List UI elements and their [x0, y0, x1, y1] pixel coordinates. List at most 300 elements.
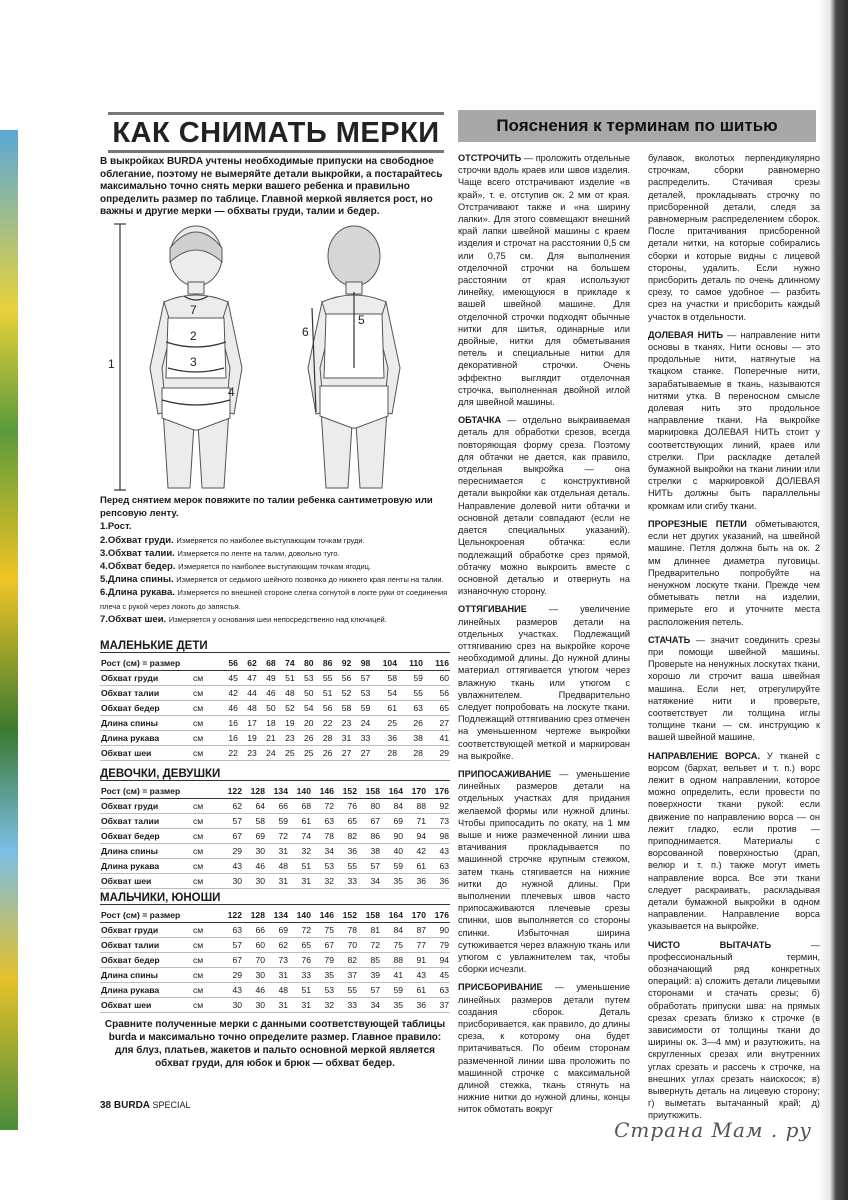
glossary-term: ПРИСБОРИВАНИЕ — [458, 982, 543, 993]
table-cell: 31 — [266, 844, 289, 859]
size-header-cell: 152 — [335, 908, 358, 923]
table-cell: 60 — [424, 671, 450, 686]
page-number: 38 — [100, 1100, 112, 1111]
instruction-item — [100, 573, 450, 586]
glossary-text: — профессиональный термин, обозначающий ряд конкретных операций: а) сложить детали лицевыми сторонами и стачать срезы; б) обработать припуски шва: на прямых срезах срезать близко к строчке (в зависимости от толщины ткани до ширины ок. 3—4 мм) и разутюжить, на скругленных срезах или внутренних углах срезать и рассечь к строчке, на внешних углах срезать наискосок; в) вывернуть деталь на лицевую сторону; г) выметать вытачанный край; д) приутюжить. — [648, 939, 820, 1121]
table-cell: 28 — [398, 746, 424, 761]
size-header-cell: 134 — [266, 784, 289, 799]
table-cell: 61 — [289, 814, 312, 829]
glossary-text: — увеличение линейных размеров детали на отдельных участках. Подлежащий оттягиванию срез на выкройке короче необходимой длины. До нужной длины материал оттягивается утюгом через влажную ткань или утюгом с увлажнителем. Предварительно следует попробовать на лоскуте ткани. Подлежащий оттягиванию срез отмечен на уменьшенном чертеже выкройки соответствующей меткой и маркирован на выкройке. — [458, 604, 630, 761]
table-cell: 30 — [243, 874, 266, 889]
table-cell: 84 — [381, 923, 404, 938]
row-label: Обхват бедер — [100, 953, 192, 968]
table-cell: 58 — [371, 671, 398, 686]
table-cell: 31 — [266, 874, 289, 889]
table-cell: 40 — [381, 844, 404, 859]
table-cell: 16 — [220, 716, 239, 731]
table-cell: 41 — [381, 968, 404, 983]
table-cell: 72 — [312, 799, 335, 814]
glossary-text: — значит соединить срезы при помощи швейной машины. Проверьте на ненужных лоскутах ткани, хорошо ли строчит ваша швейная машина. Если нет, отрегулируйте натяжение нити и проверьте, соответствует ли толщина иглы толщине ткани — см. инструкцию к вашей швейной машине. — [648, 634, 820, 743]
publication-name: BURDA — [113, 1100, 150, 1111]
glossary-entry — [648, 750, 820, 933]
size-header-cell: 146 — [312, 908, 335, 923]
table-cell: 63 — [220, 923, 243, 938]
table-cell: 32 — [312, 874, 335, 889]
instruction-item — [100, 547, 450, 560]
table-cell: 29 — [220, 844, 243, 859]
row-unit: см — [192, 731, 220, 746]
table-cell: 56 — [333, 671, 352, 686]
row-label: Обхват талии — [100, 938, 192, 953]
table-row — [100, 701, 450, 716]
instruction-name: 7.Обхват шеи. — [100, 613, 167, 625]
instruction-desc: Измеряется по наиболее выступающим точкам груди. — [176, 535, 365, 545]
table-cell: 55 — [335, 859, 358, 874]
table-cell: 34 — [358, 998, 381, 1013]
table-cell: 58 — [243, 814, 266, 829]
size-header-cell: 86 — [315, 656, 334, 671]
table-cell: 29 — [424, 746, 450, 761]
table-cell: 77 — [404, 938, 427, 953]
table-cell: 41 — [424, 731, 450, 746]
glossary-text: — направление нити основы в тканях. Нити основы — это продольные нити, натянутые на ткацком станке. Поперечные нити, зарабатываемые в ткань, называются нитями утка. В переносном смысле долевая нить это продольное направление ткани. На выкройке маркировка ДОЛЕВАЯ НИТЬ стоит у соответствующих линий, краев или стрелки. При раскладке деталей бумажной выкройки на ткани линии или стрелки с маркировкой ДОЛЕВАЯ НИТЬ должны быть параллельны кромкам или сгибу ткани. — [648, 329, 820, 511]
table-cell: 35 — [312, 968, 335, 983]
table-cell: 25 — [277, 746, 296, 761]
row-unit: см — [192, 686, 220, 701]
table-cell: 23 — [277, 731, 296, 746]
table-cell: 52 — [333, 686, 352, 701]
table-cell: 73 — [266, 953, 289, 968]
table-cell: 73 — [427, 814, 450, 829]
instruction-name: 1.Рост. — [100, 521, 132, 533]
table-cell: 19 — [239, 731, 258, 746]
size-header-unit-spacer — [192, 656, 220, 671]
row-unit: см — [192, 923, 220, 938]
table-cell: 42 — [220, 686, 239, 701]
glossary-term: ЧИСТО ВЫТАЧАТЬ — [648, 939, 772, 950]
page-spine-shadow — [818, 0, 848, 1200]
table-cell: 19 — [277, 716, 296, 731]
page-title: КАК СНИМАТЬ МЕРКИ — [108, 112, 444, 153]
table-row — [100, 799, 450, 814]
table-cell: 45 — [427, 968, 450, 983]
table-cell: 38 — [358, 844, 381, 859]
glossary-column-2 — [648, 152, 820, 1128]
size-header-cell: 176 — [427, 784, 450, 799]
table-cell: 87 — [404, 923, 427, 938]
table-cell: 90 — [427, 923, 450, 938]
table-cell: 69 — [381, 814, 404, 829]
row-label: Обхват груди — [100, 671, 192, 686]
conclusion-note: Сравните полученные мерки с данными соответствующей таблицы burda и максимально точно определите размер. Главное правило: для блуз, платьев, жакетов и пальто основной меркой является обхват груди, для юбок и брюк — обхват бедер. — [104, 1019, 446, 1069]
size-header-cell: 164 — [381, 908, 404, 923]
table-cell: 61 — [404, 859, 427, 874]
table-cell: 80 — [358, 799, 381, 814]
table-cell: 92 — [427, 799, 450, 814]
label-sleeve: 6 — [302, 325, 309, 339]
table-cell: 91 — [404, 953, 427, 968]
instruction-name: 2.Обхват груди. — [100, 534, 174, 546]
table-cell: 56 — [424, 686, 450, 701]
glossary-entry — [648, 518, 820, 628]
row-unit: см — [192, 829, 220, 844]
size-table — [100, 908, 450, 1013]
instruction-name: 6.Длина рукава. — [100, 587, 175, 599]
size-header-label: Рост (см) = размер — [100, 908, 220, 923]
row-unit: см — [192, 799, 220, 814]
table-cell: 94 — [404, 829, 427, 844]
table-cell: 23 — [239, 746, 258, 761]
table-cell: 30 — [220, 998, 243, 1013]
table-cell: 37 — [427, 998, 450, 1013]
table-cell: 33 — [289, 968, 312, 983]
table-row — [100, 731, 450, 746]
glossary-text: — отдельно выкраиваемая деталь для обработки срезов, всегда повторяющая форму среза. Поэтому для обтачки не дается, как правило, отдельная выкройка — она переснимается с конструктивной детали выкройки как отдельная деталь. Направление долевой нити обтачки и основной детали совпадают (если не дается специальных указаний). Цельнокроеная обтачка: если подлежащий обработке срез прямой, обтачку можно выкроить вместе с основной деталью и отвернуть на изнаночную сторону. — [458, 415, 630, 597]
instruction-name: 4.Обхват бедер. — [100, 561, 176, 573]
glossary-term: НАПРАВЛЕНИЕ ВОРСА. — [648, 750, 760, 761]
table-cell: 79 — [312, 953, 335, 968]
table-cell: 70 — [243, 953, 266, 968]
row-unit: см — [192, 968, 220, 983]
row-label: Обхват груди — [100, 799, 192, 814]
size-header-cell: 158 — [358, 784, 381, 799]
instruction-desc: Измеряется по внешней стороне слегка согнутой в локте руки от соединения плеча с рукой через локоть до запястья. — [100, 588, 448, 611]
size-header-cell: 74 — [277, 656, 296, 671]
glossary-entry — [458, 414, 630, 597]
table-cell: 86 — [358, 829, 381, 844]
size-header-cell: 104 — [371, 656, 398, 671]
table-cell: 37 — [335, 968, 358, 983]
table-cell: 32 — [312, 998, 335, 1013]
table-cell: 51 — [289, 983, 312, 998]
table-row — [100, 859, 450, 874]
glossary-column-1 — [458, 152, 630, 1122]
label-neck: 7 — [190, 303, 197, 317]
table-cell: 22 — [315, 716, 334, 731]
measurement-instructions — [100, 494, 450, 626]
table-cell: 72 — [266, 829, 289, 844]
size-header-cell: 176 — [427, 908, 450, 923]
table-cell: 78 — [335, 923, 358, 938]
row-unit: см — [192, 998, 220, 1013]
glossary-entry — [458, 981, 630, 1115]
table-row — [100, 923, 450, 938]
size-header-cell: 122 — [220, 784, 243, 799]
table-cell: 48 — [266, 859, 289, 874]
table-cell: 54 — [371, 686, 398, 701]
table-cell: 42 — [404, 844, 427, 859]
table-cell: 88 — [381, 953, 404, 968]
row-unit: см — [192, 953, 220, 968]
table-cell: 45 — [220, 671, 239, 686]
table-cell: 63 — [427, 983, 450, 998]
table-cell: 36 — [404, 874, 427, 889]
table-cell: 69 — [266, 923, 289, 938]
table-cell: 54 — [296, 701, 315, 716]
table-cell: 24 — [352, 716, 371, 731]
table-cell: 36 — [371, 731, 398, 746]
table-cell: 43 — [404, 968, 427, 983]
table-cell: 43 — [220, 983, 243, 998]
glossary-entry — [648, 152, 820, 323]
table-cell: 16 — [220, 731, 239, 746]
size-header-cell: 134 — [266, 908, 289, 923]
label-waist: 3 — [190, 355, 197, 369]
label-height: 1 — [108, 357, 115, 371]
table-cell: 82 — [335, 953, 358, 968]
table-cell: 30 — [243, 998, 266, 1013]
row-unit: см — [192, 814, 220, 829]
instructions-list — [100, 520, 450, 626]
table-cell: 43 — [220, 859, 243, 874]
table-cell: 63 — [312, 814, 335, 829]
table-cell: 30 — [243, 968, 266, 983]
table-cell: 17 — [239, 716, 258, 731]
table-cell: 35 — [381, 998, 404, 1013]
table-cell: 31 — [266, 968, 289, 983]
table-cell: 38 — [398, 731, 424, 746]
table-cell: 76 — [335, 799, 358, 814]
size-header-label: Рост (см) = размер — [100, 656, 192, 671]
glossary-text: У тканей с ворсом (бархат, вельвет и т. п.) ворс лежит в одном направлении, которое можно определить, если провести по поверхности ткани рукой: если движение по направлению ворса — он лежит гладко, если против — приподнимается. Материалы с ворсованной поверхностью (драп, велюр и т. п.) также могут иметь направление ворса. Все эти ткани следует раскраивать, раскладывая детали бумажной выкройки в одном направлении. Направление ворса указывается на выкройке. — [648, 750, 820, 932]
row-unit: см — [192, 671, 220, 686]
table-cell: 51 — [315, 686, 334, 701]
table-cell: 72 — [289, 923, 312, 938]
row-label: Обхват шеи — [100, 998, 192, 1013]
table-cell: 31 — [289, 874, 312, 889]
glossary-entry — [648, 634, 820, 744]
size-header-cell: 146 — [312, 784, 335, 799]
row-unit: см — [192, 938, 220, 953]
page-footer — [100, 1100, 190, 1111]
table-row — [100, 716, 450, 731]
row-label: Обхват груди — [100, 923, 192, 938]
table-cell: 35 — [381, 874, 404, 889]
glossary-entry — [458, 603, 630, 762]
table-cell: 26 — [315, 746, 334, 761]
table-cell: 53 — [352, 686, 371, 701]
label-hip: 4 — [228, 385, 235, 399]
table-cell: 30 — [220, 874, 243, 889]
table-cell: 50 — [296, 686, 315, 701]
table-cell: 72 — [358, 938, 381, 953]
glossary-term: ПРОРЕЗНЫЕ ПЕТЛИ — [648, 518, 747, 529]
table-cell: 67 — [312, 938, 335, 953]
table-cell: 51 — [289, 859, 312, 874]
size-header-cell: 128 — [243, 908, 266, 923]
table-cell: 61 — [404, 983, 427, 998]
table-cell: 23 — [333, 716, 352, 731]
glossary-text: обметываются, если нет других указаний, на швейной машине. Петля должна быть на ок. 2 мм длиннее диаметра пуговицы. Предварительно попробуйте на ненужном лоскуте ткани. Прежде чем обметывать петли на изделии, примерьте его и уточните места расположения петель. — [648, 518, 820, 627]
size-header-cell: 80 — [296, 656, 315, 671]
table-cell: 65 — [289, 938, 312, 953]
table-cell: 24 — [258, 746, 277, 761]
row-label: Длина спины — [100, 968, 192, 983]
table-cell: 88 — [404, 799, 427, 814]
table-cell: 57 — [352, 671, 371, 686]
table-cell: 20 — [296, 716, 315, 731]
table-cell: 30 — [243, 844, 266, 859]
table-cell: 57 — [220, 814, 243, 829]
glossary-text: — уменьшение линейных размеров детали на отдельных участках для придания желаемой формы или нужной длины. Чтобы припосадить по окату, на 1 мм выше и ниже размеченной линии шва втачивания прокладывается по машинной строчке крупным стежком, затем ткань стягивается на нижние нитки до нужной длины. При выполнении плечевых швов часто припосаживаются плечевые срезы спинки, шов выполняется со стороны спинки. Избыточная ширина сутюживается через влажную ткань или утюгом с увлажнителем так, чтобы сборки исчезли. — [458, 768, 630, 975]
table-row — [100, 953, 450, 968]
table-cell: 44 — [239, 686, 258, 701]
glossary-term: ОТСТРОЧИТЬ — [458, 153, 522, 163]
size-header-cell: 128 — [243, 784, 266, 799]
table-cell: 25 — [296, 746, 315, 761]
instruction-desc: Измеряется по ленте на талии, довольно туго. — [177, 548, 340, 558]
intro-paragraph: В выкройках BURDA учтены необходимые припуски на свободное облегание, поэтому не вымеряйте детали выкройки, а постарайтесь максимально точно снять мерки вашего ребенка и правильно определить размер по таблице. Главной меркой является рост, но важны и другие мерки — обхваты груди, талии и бедер. — [100, 156, 443, 217]
instruction-item — [100, 534, 450, 547]
table-cell: 53 — [296, 671, 315, 686]
table-cell: 29 — [220, 968, 243, 983]
table-cell: 81 — [358, 923, 381, 938]
table-cell: 68 — [289, 799, 312, 814]
table-cell: 61 — [371, 701, 398, 716]
table-cell: 62 — [220, 799, 243, 814]
table-cell: 67 — [358, 814, 381, 829]
size-header-cell: 92 — [333, 656, 352, 671]
table-cell: 57 — [358, 983, 381, 998]
instruction-name: 3.Обхват талии. — [100, 547, 175, 559]
instruction-item — [100, 613, 450, 626]
table-cell: 65 — [335, 814, 358, 829]
instruction-name: 5.Длина спины. — [100, 574, 174, 586]
instruction-item — [100, 586, 450, 612]
row-label: Обхват бедер — [100, 829, 192, 844]
table-cell: 47 — [239, 671, 258, 686]
row-label: Обхват талии — [100, 814, 192, 829]
table-cell: 59 — [381, 859, 404, 874]
table-cell: 36 — [335, 844, 358, 859]
table-cell: 59 — [381, 983, 404, 998]
table-cell: 36 — [427, 874, 450, 889]
table-cell: 62 — [266, 938, 289, 953]
table-cell: 69 — [243, 829, 266, 844]
row-label: Длина спины — [100, 844, 192, 859]
size-header-cell: 62 — [239, 656, 258, 671]
size-header-cell: 140 — [289, 784, 312, 799]
table-cell: 82 — [335, 829, 358, 844]
glossary-entry — [648, 329, 820, 512]
instruction-item — [100, 560, 450, 573]
flower-photo-strip — [0, 130, 18, 1130]
glossary-text: — уменьшение линейных размеров детали путем создания сборок. Деталь присборивается, как правило, до длины среза, к которому она будет притачиваться. По обеим сторонам размеченной линии шва проложить по машинной строчке с максимальной длиной стежка, ткань стянуть на нижние нитки до нужной длины, концы ниток обмотать вокруг — [458, 982, 630, 1115]
table-row — [100, 998, 450, 1013]
table-cell: 66 — [266, 799, 289, 814]
table-cell: 60 — [243, 938, 266, 953]
table-row — [100, 814, 450, 829]
table-cell: 18 — [258, 716, 277, 731]
child-measurement-figure — [106, 218, 446, 496]
size-header-cell: 140 — [289, 908, 312, 923]
row-unit: см — [192, 716, 220, 731]
table-cell: 84 — [381, 799, 404, 814]
glossary-entry — [648, 939, 820, 1122]
size-header-cell: 170 — [404, 784, 427, 799]
table-cell: 85 — [358, 953, 381, 968]
row-unit: см — [192, 701, 220, 716]
table-cell: 27 — [352, 746, 371, 761]
table-cell: 48 — [239, 701, 258, 716]
table-cell: 26 — [296, 731, 315, 746]
glossary-term: СТАЧАТЬ — [648, 634, 691, 645]
row-label: Обхват шеи — [100, 874, 192, 889]
instruction-desc: Измеряется у основания шеи непосредственно над ключицей. — [168, 614, 387, 624]
size-header-cell: 98 — [352, 656, 371, 671]
size-header-cell: 122 — [220, 908, 243, 923]
glossary-term: ОБТАЧКА — [458, 415, 502, 426]
size-header-label: Рост (см) = размер — [100, 784, 220, 799]
row-unit: см — [192, 874, 220, 889]
table-cell: 75 — [381, 938, 404, 953]
row-label: Обхват талии — [100, 686, 192, 701]
size-header-cell: 56 — [220, 656, 239, 671]
table-cell: 64 — [243, 799, 266, 814]
glossary-entry — [458, 152, 630, 408]
size-table-header — [100, 656, 450, 671]
size-table — [100, 784, 450, 889]
instruction-desc: Измеряется по наиболее выступающим точкам ягодиц. — [178, 562, 372, 572]
table-cell: 58 — [333, 701, 352, 716]
table-cell: 55 — [398, 686, 424, 701]
table-cell: 75 — [312, 923, 335, 938]
glossary-text: булавок, вколотых перпендикулярно строчкам, сборки равномерно распределить. Стачивая срезы деталей, прокладывать строчку по присборенной детали, следя за равномерным распределением сборок. После притачивания присборенной детали нитки, на которые собирались сборки и которые видны с лицевой стороны, удалить. Если нужно присборить деталь по очень длинному срезу, то самое удобное — разбить срез на участки и присборить каждый участок в отдельности. — [648, 153, 820, 322]
table-cell: 28 — [371, 746, 398, 761]
table-cell: 78 — [312, 829, 335, 844]
table-cell: 57 — [358, 859, 381, 874]
table-cell: 27 — [333, 746, 352, 761]
table-cell: 26 — [398, 716, 424, 731]
table-cell: 57 — [220, 938, 243, 953]
table-cell: 94 — [427, 953, 450, 968]
row-label: Обхват шеи — [100, 746, 192, 761]
table-cell: 31 — [289, 998, 312, 1013]
row-label: Длина рукава — [100, 983, 192, 998]
size-table — [100, 656, 450, 761]
table-cell: 34 — [358, 874, 381, 889]
table-row — [100, 938, 450, 953]
table-cell: 53 — [312, 983, 335, 998]
table-row — [100, 844, 450, 859]
table-cell: 33 — [335, 874, 358, 889]
table-cell: 21 — [258, 731, 277, 746]
size-table-header — [100, 784, 450, 799]
glossary-term: ДОЛЕВАЯ НИТЬ — [648, 329, 724, 340]
size-table-title: МАЛЕНЬКИЕ ДЕТИ — [100, 640, 450, 653]
size-header-cell: 164 — [381, 784, 404, 799]
table-cell: 55 — [315, 671, 334, 686]
table-row — [100, 686, 450, 701]
table-cell: 53 — [312, 859, 335, 874]
size-table-title: ДЕВОЧКИ, ДЕВУШКИ — [100, 768, 450, 781]
label-back: 5 — [358, 313, 365, 327]
table-cell: 46 — [243, 983, 266, 998]
table-cell: 50 — [258, 701, 277, 716]
table-cell: 74 — [289, 829, 312, 844]
table-cell: 33 — [352, 731, 371, 746]
table-cell: 49 — [258, 671, 277, 686]
table-cell: 76 — [289, 953, 312, 968]
size-header-cell: 152 — [335, 784, 358, 799]
row-unit: см — [192, 983, 220, 998]
table-cell: 46 — [243, 859, 266, 874]
table-cell: 59 — [398, 671, 424, 686]
publication-edition: SPECIAL — [152, 1100, 191, 1110]
table-cell: 65 — [424, 701, 450, 716]
table-cell: 63 — [398, 701, 424, 716]
table-cell: 52 — [277, 701, 296, 716]
